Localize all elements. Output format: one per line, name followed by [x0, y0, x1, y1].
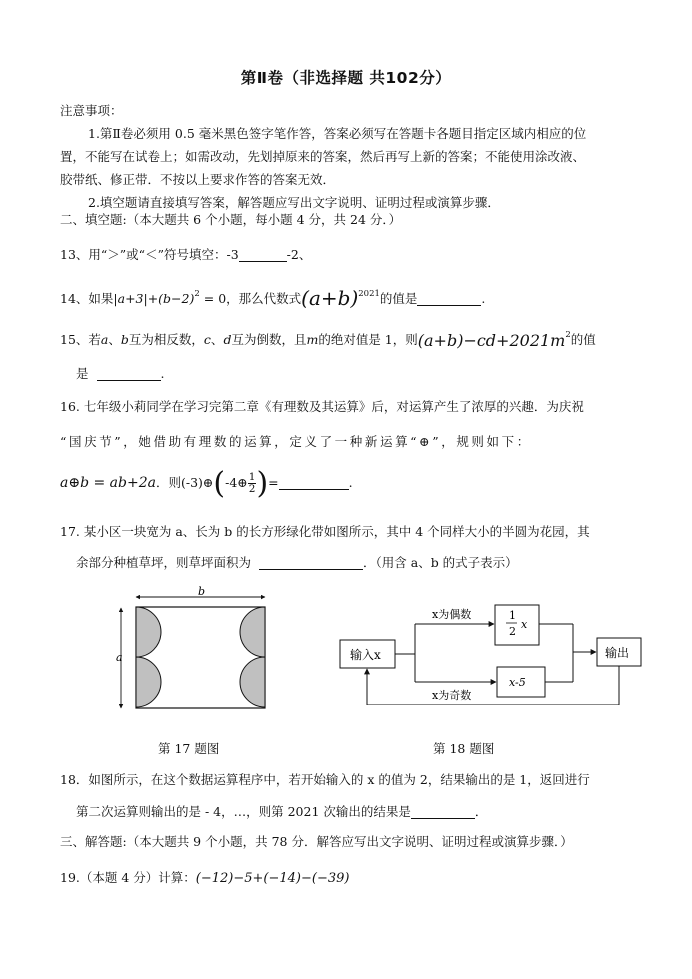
notice-item1-line1: 1.第Ⅱ卷必须用 0.5 毫米黑色签字笔作答，答案必须写在答题卡各题目指定区域内相应的位 — [88, 126, 587, 141]
minus5-label: x-5 — [509, 676, 526, 689]
answer-blank-16[interactable] — [279, 475, 349, 490]
notice-item1-line2: 置，不能写在试卷上；如需改动，先划掉原来的答案，然后再写上新的答案；不能使用涂改液、 — [60, 149, 586, 164]
fraction-one-half: $\frac{1}{2}$ — [248, 471, 256, 495]
question-14: 14、如果$|a+3|+(b-2)^2 = 0$，那么代数式$(a+b)^{2021}$的值是 . — [60, 286, 486, 310]
answer-blank-14[interactable] — [417, 291, 481, 306]
question-13: 13、用“＞”或“＜”符号填空：-3 -2、 — [60, 247, 312, 262]
semicircle-left-bottom — [136, 657, 161, 707]
question-17-line2: 余部分种植草坪，则草坪面积为 ．（用含 a、b 的式子表示） — [76, 555, 518, 570]
figure-17 — [110, 585, 280, 715]
question-15-line1: 15、若a、b互为相反数，c、d互为倒数，且m的绝对值是 1，则$(a+b)-cd+2021m^2$的值 — [60, 330, 596, 350]
question-16-line3: a⊕b = ab+2a．则(-3)⊕(-4⊕ $\frac{1}{2}$ )= . — [60, 466, 353, 501]
output-label: 输出 — [605, 646, 630, 660]
question-18-line1: 18．如图所示，在这个数据运算程序中，若开始输入的 x 的值为 2，结果输出的是 1，返回进行 — [60, 772, 590, 787]
label-b: b — [198, 585, 206, 598]
notice-heading: 注意事项： — [60, 103, 123, 118]
question-17-line1: 17. 某小区一块宽为 a、长为 b 的长方形绿化带如图所示，其中 4 个同样大小的半圆为花园，其 — [60, 524, 590, 539]
answer-blank-17[interactable] — [259, 555, 363, 570]
half-x-box — [495, 605, 539, 645]
figure-18 — [335, 595, 655, 705]
question-16-line1: 16. 七年级小莉同学在学习完第二章《有理数及其运算》后，对运算产生了浓厚的兴趣．为庆祝 — [60, 399, 584, 414]
notice-item2: 2.填空题请直接填写答案，解答题应写出文字说明、证明过程或演算步骤． — [88, 195, 500, 210]
label-even: x为偶数 — [432, 608, 472, 621]
question-19: 19.（本题 4 分）计算：(−12)−5+(−14)−(−39) — [60, 870, 350, 886]
answer-blank-15[interactable] — [97, 366, 161, 381]
half-denominator: 2 — [509, 625, 516, 638]
input-label: 输入x — [350, 648, 381, 662]
section2-heading: 二、填空题:（本大题共 6 个小题，每小题 4 分，共 24 分．） — [60, 212, 402, 227]
question-16-line2: “国庆节”，她借助有理数的运算，定义了一种新运算“⊕”，规则如下： — [60, 434, 532, 449]
question-15-line2: 是 . — [76, 366, 165, 381]
label-a: a — [116, 651, 123, 664]
notice-item1-line3: 胶带纸、修正带．不按以上要求作答的答案无效． — [60, 172, 336, 187]
semicircle-left-top — [136, 607, 161, 657]
answer-blank-18[interactable] — [411, 804, 475, 819]
figure-18-caption: 第 18 题图 — [433, 741, 495, 756]
half-numerator: 1 — [509, 609, 516, 622]
label-odd: x为奇数 — [432, 689, 472, 702]
question-18-line2: 第二次运算则输出的是 - 4，…，则第 2021 次输出的结果是 ． — [76, 804, 488, 819]
section-title: 第Ⅱ卷（非选择题 共102分） — [240, 69, 452, 87]
half-variable: x — [521, 618, 528, 631]
section3-heading: 三、解答题:（本大题共 9 个小题，共 78 分．解答应写出文字说明、证明过程或演算步骤．） — [60, 834, 573, 849]
figure-17-caption: 第 17 题图 — [158, 741, 220, 756]
semicircle-right-top — [240, 607, 265, 657]
semicircle-right-bottom — [240, 657, 265, 707]
answer-blank-13[interactable] — [239, 247, 287, 262]
